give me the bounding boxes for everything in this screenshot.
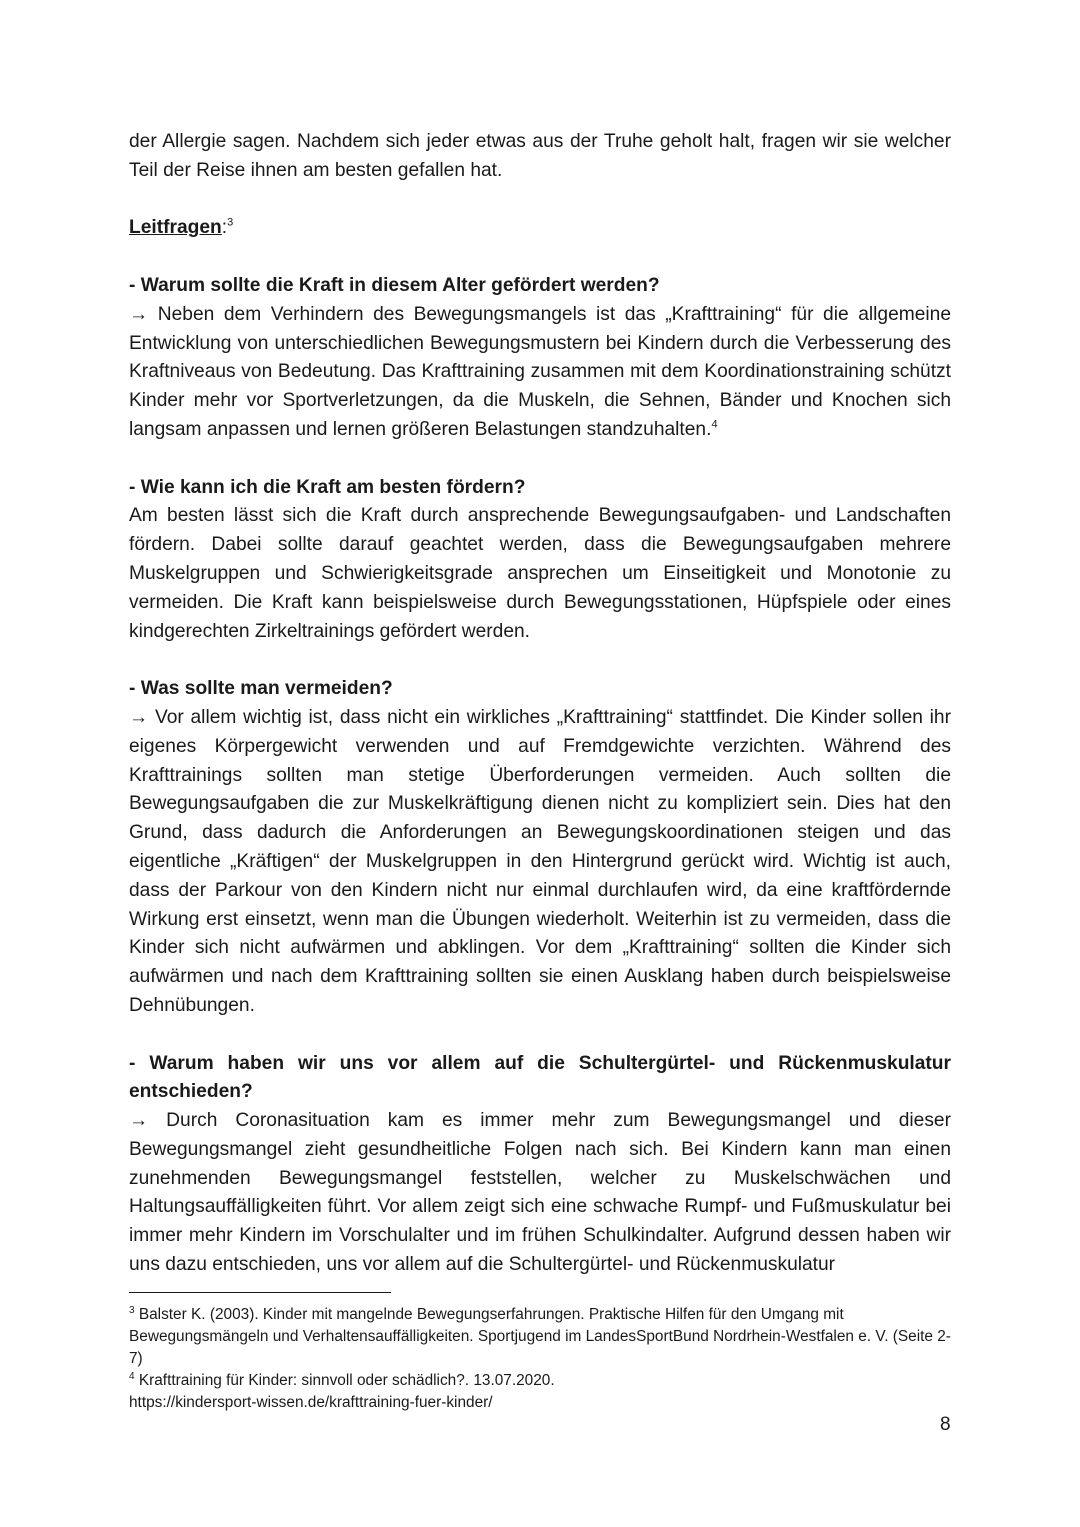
answer-paragraph: → Vor allem wichtig ist, dass nicht ein wirkliches „Krafttraining“ stattfindet. Die Kinder sollen ihr eigenes Körpergewicht verwenden und auf Fremdgewichte verzichten. Während des Krafttrainings sollten man stetige Überforderungen vermeiden. Auch sollten die Bewegungsaufgaben die zur Muskelkräftigung dienen nicht zu kompliziert sein. Dies hat den Grund, dass dadurch die Anforderungen an Bewegungskoordinationen steigen und das eigentliche „Kräftigen“ der Muskelgruppen in den Hintergrund gerückt wird. Wichtig ist auch, dass der Parkour von den Kindern nicht nur einmal durchlaufen wird, da eine kraftfördernde Wirkung erst einsetzt, wenn man die Übungen wiederholt. Weiterhin ist zu vermeiden, dass die Kinder sich nicht aufwärmen und abklingen. Vor dem „Krafttraining“ sollten die Kinder sich aufwärmen und nach dem Krafttraining sollten sie einen Ausklang haben durch beispielsweise Dehnübungen. [129,706,951,1016]
page-number: 8 [940,1414,951,1435]
arrow-right-icon: → [129,303,149,325]
question-heading: - Wie kann ich die Kraft am besten fördern? [129,476,526,498]
answer-paragraph: → Neben dem Verhindern des Bewegungsmangels ist das „Krafttraining“ für die allgemeine Entwicklung von unterschiedlichen Bewegungsmustern bei Kindern durch die Verbesserung des Kraftniveaus von Bedeutung. Das Krafttraining zusammen mit dem Koordinationstraining schützt Kinder mehr vor Sportverletzungen, da die Muskeln, die Sehnen, Bänder und Knochen sich langsam anpassen und lernen größeren Belastungen standzuhalten.$^4$ [129,303,951,440]
intro-paragraph: der Allergie sagen. Nachdem sich jeder etwas aus der Truhe geholt halt, fragen wir sie welcher Teil der Reise ihnen am besten gefallen hat. [129,131,951,181]
answer-paragraph: → Durch Coronasituation kam es immer mehr zum Bewegungsmangel und dieser Bewegungsmangel zieht gesundheitliche Folgen nach sich. Bei Kindern kann man einen zunehmenden Bewegungsmangel feststellen, welcher zu Muskelschwächen und Haltungsauffälligkeiten führt. Vor allem zeigt sich eine schwache Rumpf- und Fußmuskulatur bei immer mehr Kindern im Vorschulalter und im frühen Schulkindalter. Aufgrund dessen haben wir uns dazu entschieden, uns vor allem auf die Schultergürtel- und Rückenmuskulatur [129,1110,951,1276]
footnote-ref-4[interactable]: 4 [711,418,718,431]
arrow-right-icon: → [129,706,149,728]
question-heading: - Warum sollte die Kraft in diesem Alter gefördert werden? [129,274,660,296]
footnote-ref-3[interactable]: 3 [227,217,234,229]
arrow-right-icon: → [129,1110,149,1132]
question-heading: - Was sollte man vermeiden? [129,678,393,700]
document-body [129,128,951,1280]
footnotes [129,1304,951,1414]
leitfragen-heading: Leitfragen:$^3$ [129,217,234,239]
footnote-4-link[interactable]: https://kindersport-wissen.de/krafttraining-fuer-kinder/ [129,1394,493,1411]
footnote-4: $^4$ Krafttraining für Kinder: sinnvoll oder schädlich?. 13.07.2020. [129,1370,555,1389]
answer-paragraph: Am besten lässt sich die Kraft durch ansprechende Bewegungsaufgaben- und Landschaften fördern. Dabei sollte darauf geachtet werden, dass die Bewegungsaufgaben mehrere Muskelgruppen und Schwierigkeitsgrade ansprechen um Einseitigkeit und Monotonie zu vermeiden. Die Kraft kann beispielsweise durch Bewegungsstationen, Hüpfspiele oder eines kindgerechten Zirkeltrainings gefördert werden. [129,505,951,642]
question-heading: - Warum haben wir uns vor allem auf die Schultergürtel- und Rückenmuskulatur entschieden? [129,1052,951,1103]
footnote-3: $^3$ Balster K. (2003). Kinder mit mangelnde Bewegungserfahrungen. Praktische Hilfen für den Umgang mit Bewegungsmängeln und Verhaltensauffälligkeiten. Sportjugend im LandesSportBund Nordrhein-Westfalen e. V. (Seite 2-7) [129,1304,951,1367]
footnote-divider [129,1292,391,1293]
leitfragen-label: Leitfragen [129,217,222,239]
